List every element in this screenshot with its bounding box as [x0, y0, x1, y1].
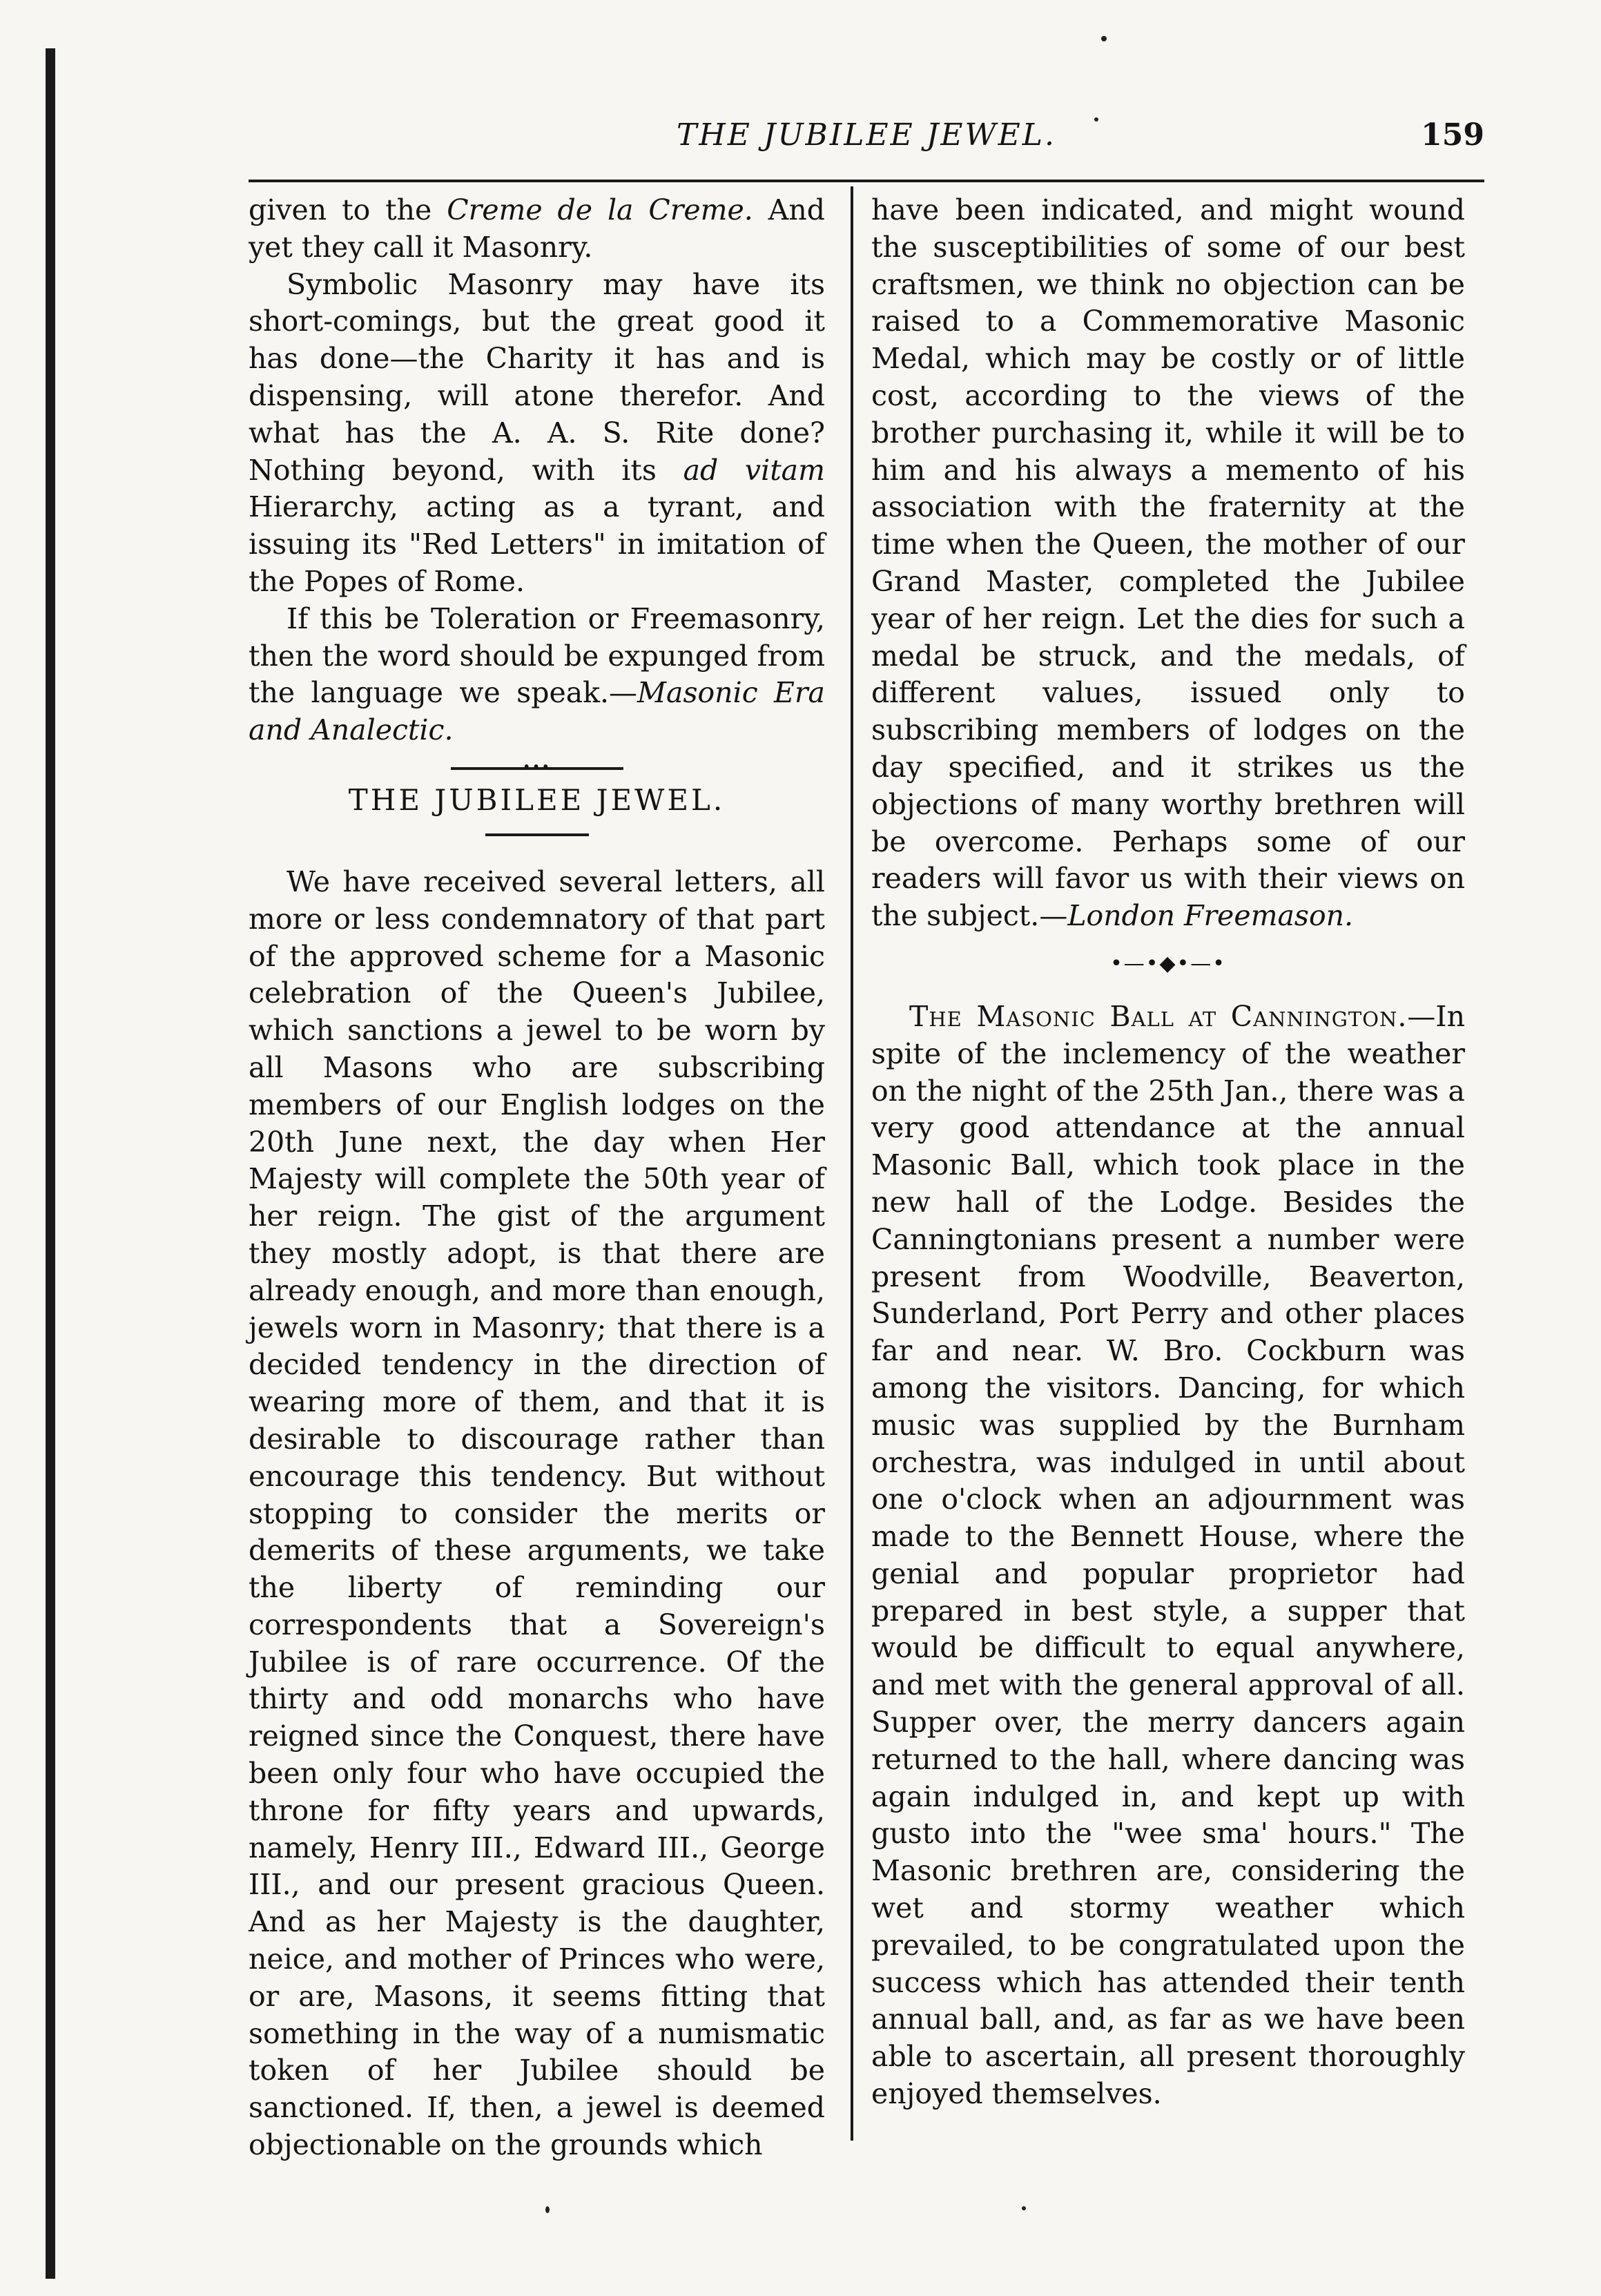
source-citation: London Freemason.	[1067, 899, 1354, 933]
left-column	[249, 192, 825, 2164]
paragraph: have been indicated, and might wound the susceptibilities of some of our best craftsmen, we think no objection can be raised to a Commemorative Masonic Medal, which may be costly or of little cost, according to the views of the brother purchasing it, while it will be to him and his always a memento of his association with the fraternity at the time when the Queen, the mother of our Grand Master, completed the Jubilee year of her reign. Let the dies for such a medal be struck, and the medals, of different values, issued only to subscribing members of lodges on the day specified, and it strikes us the objections of many worthy brethren will be overcome. Perhaps some of our readers will favor us with their views on the subject.—London Freemason.	[871, 193, 1465, 933]
source-citation: Masonic Era and Analectic.	[249, 676, 825, 747]
page-header	[249, 117, 1484, 159]
article-heading: THE JUBILEE JEWEL.	[348, 782, 726, 817]
paragraph: We have received several letters, all more or less condemnatory of that part of the approved scheme for a Masonic celebration of the Queen's Jubilee, which sanctions a jewel to be worn by all Masons who are subscribing members of our English lodges on the 20th June next, the day when Her Majesty will complete the 50th year of her reign. The gist of the argument they mostly adopt, is that there are already enough, and more than enough, jewels worn in Masonry; that there is a decided tendency in the direction of wearing more of them, and that it is desirable to discourage rather than encourage this tendency. But without stopping to consider the merits or demerits of these arguments, we take the liberty of reminding our correspondents that a Sovereign's Jubilee is of rare occurrence. Of the thirty and odd monarchs who have reigned since the Conquest, there have been only four who have occupied the throne for fifty years and upwards, namely, Henry III., Edward III., George III., and our present gracious Queen. And as her Majesty is the daughter, neice, and mother of Princes who were, or are, Masons, it seems fitting that something in the way of a numismatic token of her Jubilee should be sanctioned. If, then, a jewel is deemed objectionable on the grounds which	[249, 865, 825, 2162]
right-column	[871, 192, 1465, 2113]
item-heading: The Masonic Ball at Cannington.	[909, 999, 1408, 1033]
paragraph: Symbolic Masonry may have its short-comings, but the great good it has done—the Charity it has and is dispensing, will atone therefor. And what has the A. A. S. Rite done? Nothing beyond, with its ad vitam Hierarchy, acting as a tyrant, and issuing its "Red Letters" in imitation of the Popes of Rome.	[249, 267, 825, 598]
page-number: 159	[1421, 117, 1484, 153]
page-binding-edge	[46, 48, 55, 2279]
paragraph: The Masonic Ball at Cannington.—In spite of the inclemency of the weather on the night of the 25th Jan., there was a very good attendance at the annual Masonic Ball, which took place in the new hall of the Lodge. Besides the Canningtonians present a number were present from Woodville, Beaverton, Sunderland, Port Perry and other places far and near. W. Bro. Cockburn was among the visitors. Dancing, for which music was supplied by the Burnham orchestra, was indulged in until about one o'clock when an adjournment was made to the Bennett House, where the genial and popular proprietor had prepared in best style, a supper that would be difficult to equal anywhere, and met with the general approval of all. Supper over, the merry dancers again returned to the hall, where dancing was again indulged in, and kept up with gusto into the "wee sma' hours." The Masonic brethren are, considering the wet and stormy weather which prevailed, to be congratulated upon the success which has attended their tenth annual ball, and, as far as we have been able to ascertain, all present thoroughly enjoyed themselves.	[871, 999, 1465, 2111]
italic-phrase: ad vitam	[683, 453, 825, 487]
section-ornament: •••	[522, 758, 552, 775]
running-title: THE JUBILEE JEWEL.	[676, 117, 1056, 153]
paragraph: If this be Toleration or Freemasonry, then the word should be expunged from the language we speak.—Masonic Era and Analectic.	[249, 601, 825, 747]
header-rule	[249, 180, 1484, 182]
paragraph: given to the Creme de la Creme. And yet they call it Masonry.	[249, 193, 825, 264]
print-speck	[1022, 2206, 1026, 2210]
heading-underline-rule	[485, 833, 589, 836]
section-ornament: •—•◆•—•	[1110, 951, 1226, 976]
print-speck	[1101, 36, 1107, 41]
print-speck	[545, 2206, 550, 2213]
italic-phrase: Creme de la Creme.	[447, 193, 753, 226]
column-divider	[851, 186, 853, 2141]
